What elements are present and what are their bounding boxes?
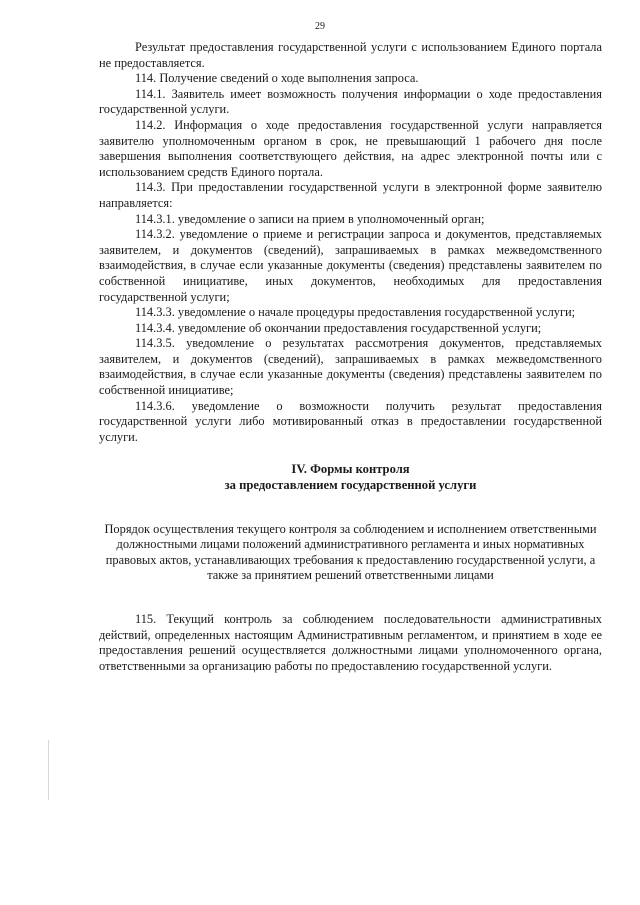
page-number: 29 <box>315 21 325 32</box>
paragraph-115: 115. Текущий контроль за соблюдением последовательности административных действий, определенных настоящим Административным регламентом, и принятием в ходе ее предоставления решений осуществляется должностными лицами уполномоченного органа, ответственными за организацию работы по предоставлению государственной услуги. <box>99 612 602 673</box>
paragraph-114-1: 114.1. Заявитель имеет возможность получения информации о ходе предоставления государственной услуги. <box>99 86 602 117</box>
paragraph-114-3: 114.3. При предоставлении государственной услуги в электронной форме заявителю направляется: <box>99 180 602 210</box>
section-heading <box>99 462 602 493</box>
paragraph-114-3-2: 114.3.2. уведомление о приеме и регистрации запроса и документов, представляемых заявителем, и документов (сведений), запрашиваемых в рамках межведомственного взаимодействия, в случае если указанные документы (сведения) представлены заявителем по собственной инициативе, иных документов, необходимых для предоставления государственной услуги; <box>99 227 602 304</box>
section-heading-line-1: IV. Формы контроля <box>291 462 410 477</box>
paragraph-114-2: 114.2. Информация о ходе предоставления государственной услуги направляется заявителю уполномоченным органом в срок, не превышающий 1 рабочего дня после завершения выполнения соответствующего действия, на адрес электронной почты или с использованием средств Единого портала. <box>99 117 602 179</box>
paragraph-114-3-5: 114.3.5. уведомление о результатах рассмотрения документов, представляемых заявителем, и документов (сведений), запрашиваемых в рамках межведомственного взаимодействия, в случае если указанные документы (сведения) представлены заявителем по собственной инициативе; <box>99 336 602 398</box>
paragraph-114-3-6: 114.3.6. уведомление о возможности получить результат предоставления государственной услуги либо мотивированный отказ в предоставлении государственной услуги. <box>99 398 602 444</box>
subsection-heading: Порядок осуществления текущего контроля за соблюдением и исполнением ответственными должностными лицами положений административного регламента и иных нормативных правовых актов, устанавливающих требования к предоставлению государственной услуги, а также за принятием решений ответственными лицами <box>104 521 597 583</box>
paragraph-114-3-4: 114.3.4. уведомление об окончании предоставления государственной услуги; <box>135 320 542 335</box>
paragraph-114-3-3: 114.3.3. уведомление о начале процедуры предоставления государственной услуги; <box>135 305 576 320</box>
spacer <box>99 584 602 612</box>
document-body <box>99 40 602 674</box>
paragraph-114-3-1: 114.3.1. уведомление о записи на прием в уполномоченный орган; <box>135 211 485 226</box>
paragraph-result-not-provided: Результат предоставления государственной услуги с использованием Единого портала не предоставляется. <box>99 40 602 70</box>
paragraph-114: 114. Получение сведений о ходе выполнения запроса. <box>135 71 419 86</box>
scan-margin-mark <box>48 740 49 800</box>
section-heading-line-2: за предоставлением государственной услуги <box>224 478 477 493</box>
